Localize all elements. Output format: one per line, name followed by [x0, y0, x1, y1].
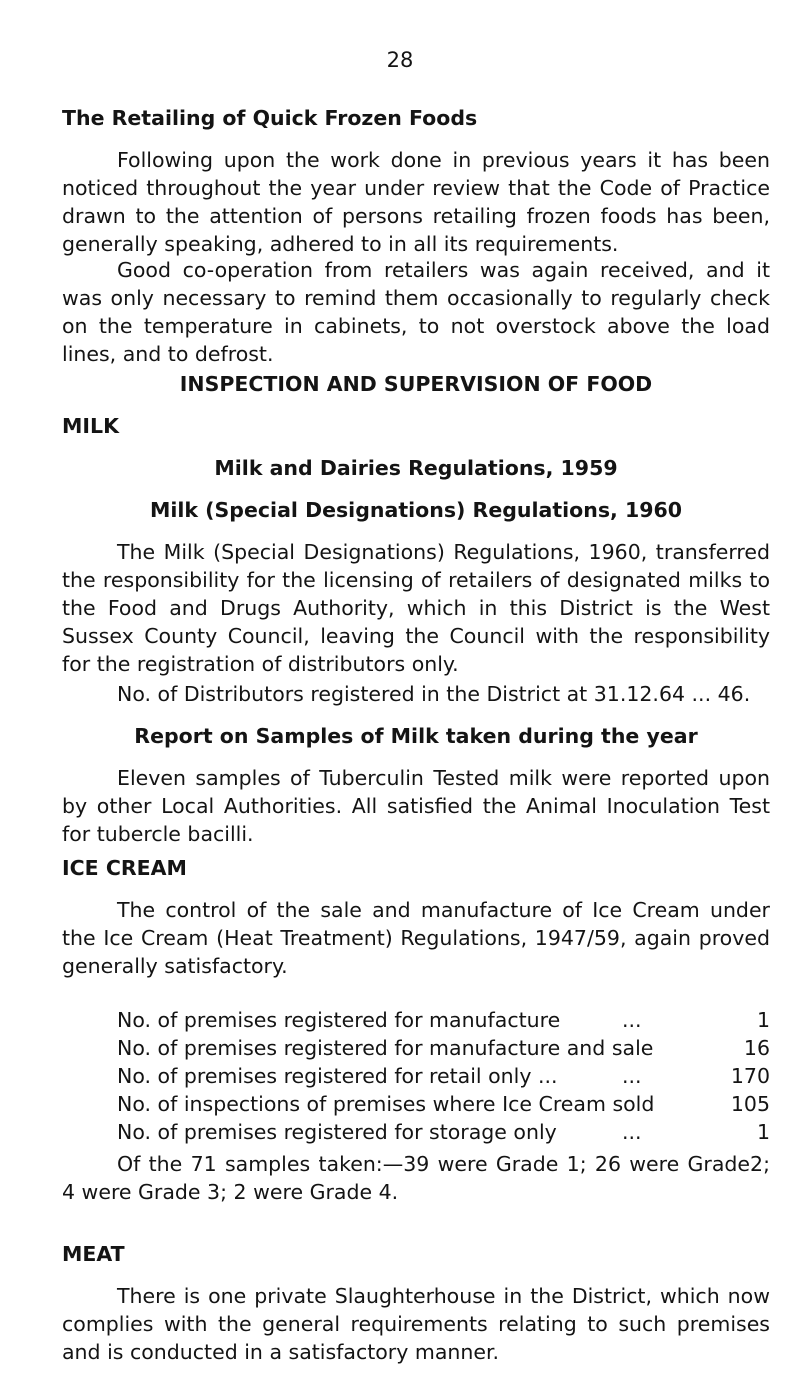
- quick-frozen-heading: The Retailing of Quick Frozen Foods: [62, 106, 478, 130]
- milk-heading: MILK: [62, 414, 119, 438]
- milk-report-heading: Report on Samples of Milk taken during the year: [134, 724, 698, 748]
- row-leader: ...: [622, 1064, 642, 1088]
- inspection-heading: INSPECTION AND SUPERVISION OF FOOD: [179, 372, 653, 396]
- meat-paragraph: There is one private Slaughterhouse in the District, which now complies with the general requirements relating to such premises and is conducted in a satisfactory manner.: [62, 1284, 770, 1364]
- row-label: No. of premises registered for manufacture and sale: [117, 1036, 654, 1060]
- row-leader: ...: [622, 1008, 642, 1032]
- page-number: 28: [386, 48, 414, 72]
- table-row: [62, 1006, 770, 1034]
- row-label: No. of premises registered for manufacture: [117, 1008, 561, 1032]
- row-value: 1: [756, 1008, 770, 1032]
- ice-cream-samples-paragraph: Of the 71 samples taken:—39 were Grade 1; 26 were Grade2; 4 were Grade 3; 2 were Grade 4.: [62, 1152, 770, 1204]
- row-value: 1: [756, 1120, 770, 1144]
- milk-distributors-line: No. of Distributors registered in the District at 31.12.64 ... 46.: [117, 682, 751, 706]
- table-row: [62, 1062, 770, 1090]
- table-row: [62, 1090, 770, 1118]
- quick-frozen-paragraph-2: Good co-operation from retailers was again received, and it was only necessary to remind them occasionally to regularly check on the temperature in cabinets, to not overstock above the load lines, and to defrost.: [62, 258, 770, 366]
- meat-heading: MEAT: [62, 1242, 125, 1266]
- milk-regulation-2: Milk (Special Designations) Regulations, 1960: [149, 498, 683, 522]
- row-value: 16: [743, 1036, 770, 1060]
- table-row: [62, 1034, 770, 1062]
- row-label: No. of premises registered for storage only: [117, 1120, 557, 1144]
- row-label: No. of premises registered for retail only ...: [117, 1064, 558, 1088]
- milk-paragraph-1: The Milk (Special Designations) Regulations, 1960, transferred the responsibility for the licensing of retailers of designated milks to the Food and Drugs Authority, which in this District is the West Sussex County Council, leaving the Council with the responsibility for the registration of distributors only.: [62, 540, 770, 676]
- row-value: 105: [730, 1092, 770, 1116]
- ice-cream-table: [62, 1006, 770, 1146]
- table-row: [62, 1118, 770, 1146]
- ice-cream-paragraph-1: The control of the sale and manufacture of Ice Cream under the Ice Cream (Heat Treatment) Regulations, 1947/59, again proved generally satisfactory.: [62, 898, 770, 978]
- quick-frozen-paragraph-1: Following upon the work done in previous years it has been noticed throughout the year under review that the Code of Practice drawn to the attention of persons retailing frozen foods has been, generally speaking, adhered to in all its requirements.: [62, 148, 770, 256]
- milk-paragraph-3: Eleven samples of Tuberculin Tested milk were reported upon by other Local Authorities. All satisfied the Animal Inoculation Test for tubercle bacilli.: [62, 766, 770, 846]
- milk-regulation-1: Milk and Dairies Regulations, 1959: [214, 456, 618, 480]
- row-value: 170: [730, 1064, 770, 1088]
- row-label: No. of inspections of premises where Ice Cream sold: [117, 1092, 655, 1116]
- row-leader: ...: [622, 1120, 642, 1144]
- ice-cream-heading: ICE CREAM: [62, 856, 187, 880]
